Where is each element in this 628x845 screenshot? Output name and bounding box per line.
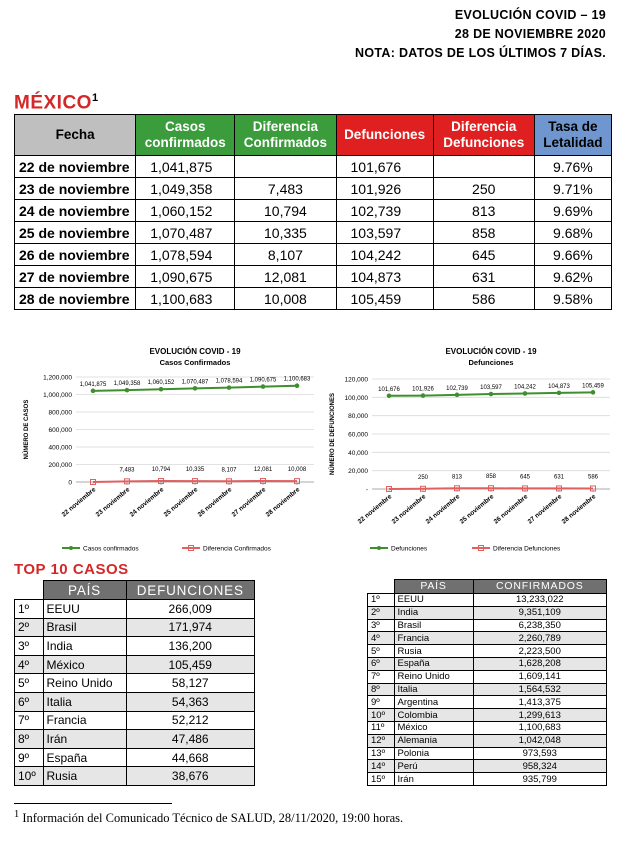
diff-deaths-cell: 250 xyxy=(433,178,534,200)
data-label: 12,081 xyxy=(253,466,273,473)
country-cell: Irán xyxy=(43,730,126,749)
value-cell: 958,324 xyxy=(473,760,607,773)
ranking-row xyxy=(368,709,607,722)
legend-marker xyxy=(377,546,381,550)
diff-deaths-cell xyxy=(433,156,534,178)
x-tick-label: 28 noviembre xyxy=(264,486,302,519)
col-fecha: Fecha xyxy=(15,115,136,156)
rank-cell: 4º xyxy=(368,632,395,645)
y-tick-label: 20,000 xyxy=(348,468,368,476)
deaths-cell: 102,739 xyxy=(336,200,433,222)
data-label: 1,060,152 xyxy=(147,380,175,387)
country-cell: Brasil xyxy=(394,619,473,632)
y-tick-label: 400,000 xyxy=(48,444,72,452)
ranking-row xyxy=(15,711,255,730)
deaths-cell: 101,676 xyxy=(336,156,433,178)
data-label: 8,107 xyxy=(221,467,237,474)
lethality-cell: 9.68% xyxy=(534,222,611,244)
data-label: 250 xyxy=(417,474,429,481)
confirmed-header: CONFIRMADOS xyxy=(473,580,607,594)
rank-cell: 14º xyxy=(368,760,395,773)
value-cell: 935,799 xyxy=(473,773,607,786)
data-point xyxy=(489,392,494,397)
rank-header xyxy=(368,580,395,594)
value-cell: 52,212 xyxy=(126,711,255,730)
rank-cell: 1º xyxy=(15,600,44,619)
data-point xyxy=(387,393,392,398)
deaths-cell: 104,242 xyxy=(336,244,433,266)
data-label: 631 xyxy=(553,474,565,481)
country-cell: España xyxy=(43,748,126,767)
value-cell: 2,260,789 xyxy=(473,632,607,645)
value-cell: 54,363 xyxy=(126,692,255,711)
data-label: 813 xyxy=(451,474,463,481)
country-cell: India xyxy=(43,637,126,656)
country-cell: Rusia xyxy=(43,767,126,786)
col-dif-confirmados: Diferencia Confirmados xyxy=(235,115,336,156)
country-cell: Rusia xyxy=(394,645,473,658)
deaths-cell: 105,459 xyxy=(336,288,433,310)
value-cell: 1,564,532 xyxy=(473,683,607,696)
rank-cell: 7º xyxy=(368,670,395,683)
mexico-table-row xyxy=(15,244,612,266)
rank-cell: 11º xyxy=(368,721,395,734)
value-cell: 973,593 xyxy=(473,747,607,760)
country-cell: Perú xyxy=(394,760,473,773)
lethality-cell: 9.76% xyxy=(534,156,611,178)
diff-deaths-cell: 813 xyxy=(433,200,534,222)
data-point xyxy=(193,386,198,391)
cases-cell: 1,060,152 xyxy=(136,200,235,222)
y-tick-label: - xyxy=(365,486,368,494)
value-cell: 1,100,683 xyxy=(473,721,607,734)
rank-cell: 2º xyxy=(368,606,395,619)
country-cell: Reino Unido xyxy=(43,674,126,693)
y-tick-label: 800,000 xyxy=(48,409,72,417)
value-cell: 2,223,500 xyxy=(473,645,607,658)
cases-cell: 1,100,683 xyxy=(136,288,235,310)
diff-deaths-cell: 631 xyxy=(433,266,534,288)
mexico-table-row xyxy=(15,156,612,178)
ranking-row xyxy=(368,670,607,683)
ranking-row xyxy=(368,619,607,632)
ranking-row xyxy=(15,637,255,656)
ranking-row xyxy=(368,606,607,619)
ranking-row xyxy=(368,773,607,786)
data-label: 1,078,594 xyxy=(215,378,243,385)
rank-cell: 1º xyxy=(368,594,395,607)
date-cell: 27 de noviembre xyxy=(15,266,136,288)
footnote xyxy=(14,809,403,826)
y-tick-label: 60,000 xyxy=(348,431,368,439)
col-letalidad: Tasa de Letalidad xyxy=(534,115,611,156)
data-point xyxy=(591,390,596,395)
ranking-row xyxy=(15,730,255,749)
value-cell: 1,299,613 xyxy=(473,709,607,722)
top15-confirmed-table xyxy=(367,579,607,786)
ranking-row xyxy=(15,767,255,786)
y-tick-label: 1,200,000 xyxy=(43,374,72,382)
data-point xyxy=(125,388,130,393)
ranking-row xyxy=(368,632,607,645)
chart-title: EVOLUCIÓN COVID - 19 xyxy=(149,347,241,356)
chart-subtitle: Casos Confirmados xyxy=(159,358,231,367)
y-tick-label: 0 xyxy=(68,479,72,487)
data-point xyxy=(91,389,96,394)
value-cell: 13,233,022 xyxy=(473,594,607,607)
value-cell: 9,351,109 xyxy=(473,606,607,619)
series-line-1 xyxy=(93,481,297,482)
data-point xyxy=(295,383,300,388)
data-label: 10,335 xyxy=(185,467,205,474)
data-point xyxy=(523,391,528,396)
y-tick-label: 1,000,000 xyxy=(43,392,72,399)
y-tick-label: 100,000 xyxy=(344,394,368,402)
country-header: PAÍS xyxy=(43,581,126,600)
diff-cases-cell: 10,008 xyxy=(235,288,336,310)
data-label: 1,049,358 xyxy=(113,381,141,388)
data-label: 7,483 xyxy=(119,467,135,474)
diff-cases-cell: 7,483 xyxy=(235,178,336,200)
cases-cell: 1,078,594 xyxy=(136,244,235,266)
x-tick-label: 22 noviembre xyxy=(60,486,98,519)
top10-deaths-table xyxy=(14,580,255,786)
country-cell: Francia xyxy=(394,632,473,645)
value-cell: 105,459 xyxy=(126,655,255,674)
x-tick-label: 24 noviembre xyxy=(128,486,166,519)
country-cell: Brasil xyxy=(43,618,126,637)
diff-cases-cell: 8,107 xyxy=(235,244,336,266)
footnote-text: Información del Comunicado Técnico de SALUD, 28/11/2020, 19:00 horas. xyxy=(22,811,404,826)
rank-cell: 9º xyxy=(15,748,44,767)
lethality-cell: 9.62% xyxy=(534,266,611,288)
country-cell: Colombia xyxy=(394,709,473,722)
value-cell: 38,676 xyxy=(126,767,255,786)
data-label: 645 xyxy=(519,474,531,481)
data-label: 102,739 xyxy=(446,385,468,392)
country-cell: Italia xyxy=(43,692,126,711)
value-cell: 1,042,048 xyxy=(473,734,607,747)
rank-cell: 10º xyxy=(368,709,395,722)
chart-title: EVOLUCIÓN COVID - 19 xyxy=(445,347,537,356)
x-tick-label: 26 noviembre xyxy=(492,493,530,526)
country-cell: EEUU xyxy=(394,594,473,607)
y-axis-label: NÚMERO DE DEFUNCIONES xyxy=(330,392,336,476)
rank-cell: 3º xyxy=(368,619,395,632)
country-cell: Polonia xyxy=(394,747,473,760)
diff-cases-cell: 10,335 xyxy=(235,222,336,244)
legend-label: Diferencia Confirmados xyxy=(203,545,271,553)
value-cell: 1,609,141 xyxy=(473,670,607,683)
diff-deaths-cell: 586 xyxy=(433,288,534,310)
x-tick-label: 24 noviembre xyxy=(424,493,462,526)
country-cell: Italia xyxy=(394,683,473,696)
footnote-divider xyxy=(14,803,172,804)
col-casos: Casos confirmados xyxy=(136,115,235,156)
ranking-row xyxy=(15,692,255,711)
rank-header xyxy=(15,581,44,600)
cases-cell: 1,070,487 xyxy=(136,222,235,244)
report-note: NOTA: DATOS DE LOS ÚLTIMOS 7 DÍAS. xyxy=(355,46,606,60)
rank-cell: 4º xyxy=(15,655,44,674)
ranking-row xyxy=(15,600,255,619)
ranking-row xyxy=(368,657,607,670)
rank-cell: 13º xyxy=(368,747,395,760)
country-cell: Alemania xyxy=(394,734,473,747)
rank-cell: 6º xyxy=(368,657,395,670)
value-cell: 1,628,208 xyxy=(473,657,607,670)
mexico-table-row xyxy=(15,266,612,288)
country-cell: EEUU xyxy=(43,600,126,619)
date-cell: 24 de noviembre xyxy=(15,200,136,222)
mexico-title xyxy=(14,92,99,114)
country-cell: Reino Unido xyxy=(394,670,473,683)
data-point xyxy=(421,393,426,398)
mexico-table-row xyxy=(15,222,612,244)
top10-title: TOP 10 CASOS xyxy=(14,561,129,578)
data-label: 858 xyxy=(485,474,497,481)
date-cell: 23 de noviembre xyxy=(15,178,136,200)
rank-cell: 3º xyxy=(15,637,44,656)
cases-cell: 1,090,675 xyxy=(136,266,235,288)
col-defunciones: Defunciones xyxy=(336,115,433,156)
ranking-row xyxy=(368,734,607,747)
value-cell: 266,009 xyxy=(126,600,255,619)
diff-cases-cell: 10,794 xyxy=(235,200,336,222)
legend-label: Defunciones xyxy=(391,545,428,553)
y-tick-label: 600,000 xyxy=(48,427,72,434)
ranking-row xyxy=(368,747,607,760)
y-tick-label: 200,000 xyxy=(48,462,72,469)
ranking-row xyxy=(15,748,255,767)
cases-cell: 1,049,358 xyxy=(136,178,235,200)
date-cell: 25 de noviembre xyxy=(15,222,136,244)
ranking-row xyxy=(368,645,607,658)
confirmed-cases-chart xyxy=(14,340,319,562)
x-tick-label: 26 noviembre xyxy=(196,486,234,519)
mexico-table-row xyxy=(15,288,612,310)
data-label: 1,090,675 xyxy=(249,377,277,384)
ranking-row xyxy=(368,760,607,773)
rank-cell: 12º xyxy=(368,734,395,747)
country-cell: México xyxy=(394,721,473,734)
lethality-cell: 9.58% xyxy=(534,288,611,310)
diff-cases-cell: 12,081 xyxy=(235,266,336,288)
x-tick-label: 27 noviembre xyxy=(526,493,564,526)
country-header: PAÍS xyxy=(394,580,473,594)
value-cell: 44,668 xyxy=(126,748,255,767)
legend-label: Diferencia Defunciones xyxy=(493,545,561,553)
rank-cell: 8º xyxy=(368,683,395,696)
date-cell: 22 de noviembre xyxy=(15,156,136,178)
lethality-cell: 9.69% xyxy=(534,200,611,222)
mexico-table-header xyxy=(15,115,612,156)
deaths-cell: 104,873 xyxy=(336,266,433,288)
cases-cell: 1,041,875 xyxy=(136,156,235,178)
rank-cell: 8º xyxy=(15,730,44,749)
lethality-cell: 9.71% xyxy=(534,178,611,200)
x-tick-label: 25 noviembre xyxy=(458,493,496,526)
value-cell: 58,127 xyxy=(126,674,255,693)
y-tick-label: 40,000 xyxy=(348,449,368,457)
value-cell: 171,974 xyxy=(126,618,255,637)
mexico-table-row xyxy=(15,200,612,222)
country-cell: India xyxy=(394,606,473,619)
rank-cell: 6º xyxy=(15,692,44,711)
data-label: 1,070,487 xyxy=(181,379,209,386)
data-label: 103,597 xyxy=(480,385,502,392)
data-point xyxy=(227,385,232,390)
rank-cell: 5º xyxy=(15,674,44,693)
footnote-ref: 1 xyxy=(91,92,99,104)
data-point xyxy=(159,387,164,392)
report-title: EVOLUCIÓN COVID – 19 xyxy=(454,8,606,22)
data-point xyxy=(261,384,266,389)
data-label: 104,242 xyxy=(514,384,536,391)
footnote-number: 1 xyxy=(14,809,20,820)
x-tick-label: 28 noviembre xyxy=(560,493,598,526)
x-tick-label: 27 noviembre xyxy=(230,486,268,519)
legend-label: Casos confirmados xyxy=(83,545,139,553)
data-label: 10,794 xyxy=(151,467,171,474)
country-cell: Argentina xyxy=(394,696,473,709)
y-tick-label: 120,000 xyxy=(344,376,368,384)
mexico-table xyxy=(14,114,612,310)
ranking-row xyxy=(15,618,255,637)
x-tick-label: 25 noviembre xyxy=(162,486,200,519)
y-axis-label: NÚMERO DE CASOS xyxy=(24,399,30,460)
data-label: 1,100,683 xyxy=(283,376,311,383)
date-cell: 26 de noviembre xyxy=(15,244,136,266)
data-label: 10,008 xyxy=(287,467,307,474)
data-label: 586 xyxy=(587,474,599,481)
date-cell: 28 de noviembre xyxy=(15,288,136,310)
rank-cell: 9º xyxy=(368,696,395,709)
rank-cell: 7º xyxy=(15,711,44,730)
series-line-1 xyxy=(389,488,593,489)
value-cell: 1,413,375 xyxy=(473,696,607,709)
rank-cell: 10º xyxy=(15,767,44,786)
ranking-row xyxy=(368,696,607,709)
country-cell: México xyxy=(43,655,126,674)
y-tick-label: 80,000 xyxy=(348,413,368,421)
ranking-row xyxy=(368,594,607,607)
deaths-chart xyxy=(322,340,614,562)
country-cell: España xyxy=(394,657,473,670)
deaths-header: DEFUNCIONES xyxy=(126,581,255,600)
deaths-cell: 101,926 xyxy=(336,178,433,200)
rank-cell: 5º xyxy=(368,645,395,658)
data-label: 105,459 xyxy=(582,383,604,390)
country-cell: Francia xyxy=(43,711,126,730)
diff-cases-cell xyxy=(235,156,336,178)
ranking-row xyxy=(368,721,607,734)
legend-marker xyxy=(69,546,73,550)
diff-deaths-cell: 645 xyxy=(433,244,534,266)
data-label: 104,873 xyxy=(548,383,570,390)
lethality-cell: 9.66% xyxy=(534,244,611,266)
ranking-row xyxy=(15,674,255,693)
mexico-table-row xyxy=(15,178,612,200)
country-cell: Irán xyxy=(394,773,473,786)
value-cell: 47,486 xyxy=(126,730,255,749)
rank-cell: 15º xyxy=(368,773,395,786)
rank-cell: 2º xyxy=(15,618,44,637)
data-label: 101,926 xyxy=(412,386,434,393)
diff-deaths-cell: 858 xyxy=(433,222,534,244)
x-tick-label: 22 noviembre xyxy=(356,493,394,526)
data-point xyxy=(557,391,562,396)
x-tick-label: 23 noviembre xyxy=(94,486,132,519)
data-point xyxy=(455,393,460,398)
deaths-cell: 103,597 xyxy=(336,222,433,244)
ranking-row xyxy=(15,655,255,674)
data-label: 101,676 xyxy=(378,386,400,393)
x-tick-label: 23 noviembre xyxy=(390,493,428,526)
data-label: 1,041,875 xyxy=(79,381,107,388)
mexico-title-text: MÉXICO xyxy=(14,92,92,114)
value-cell: 136,200 xyxy=(126,637,255,656)
col-dif-defunciones: Diferencia Defunciones xyxy=(433,115,534,156)
report-date: 28 DE NOVIEMBRE 2020 xyxy=(454,27,606,41)
ranking-row xyxy=(368,683,607,696)
value-cell: 6,238,350 xyxy=(473,619,607,632)
chart-subtitle: Defunciones xyxy=(468,358,514,367)
